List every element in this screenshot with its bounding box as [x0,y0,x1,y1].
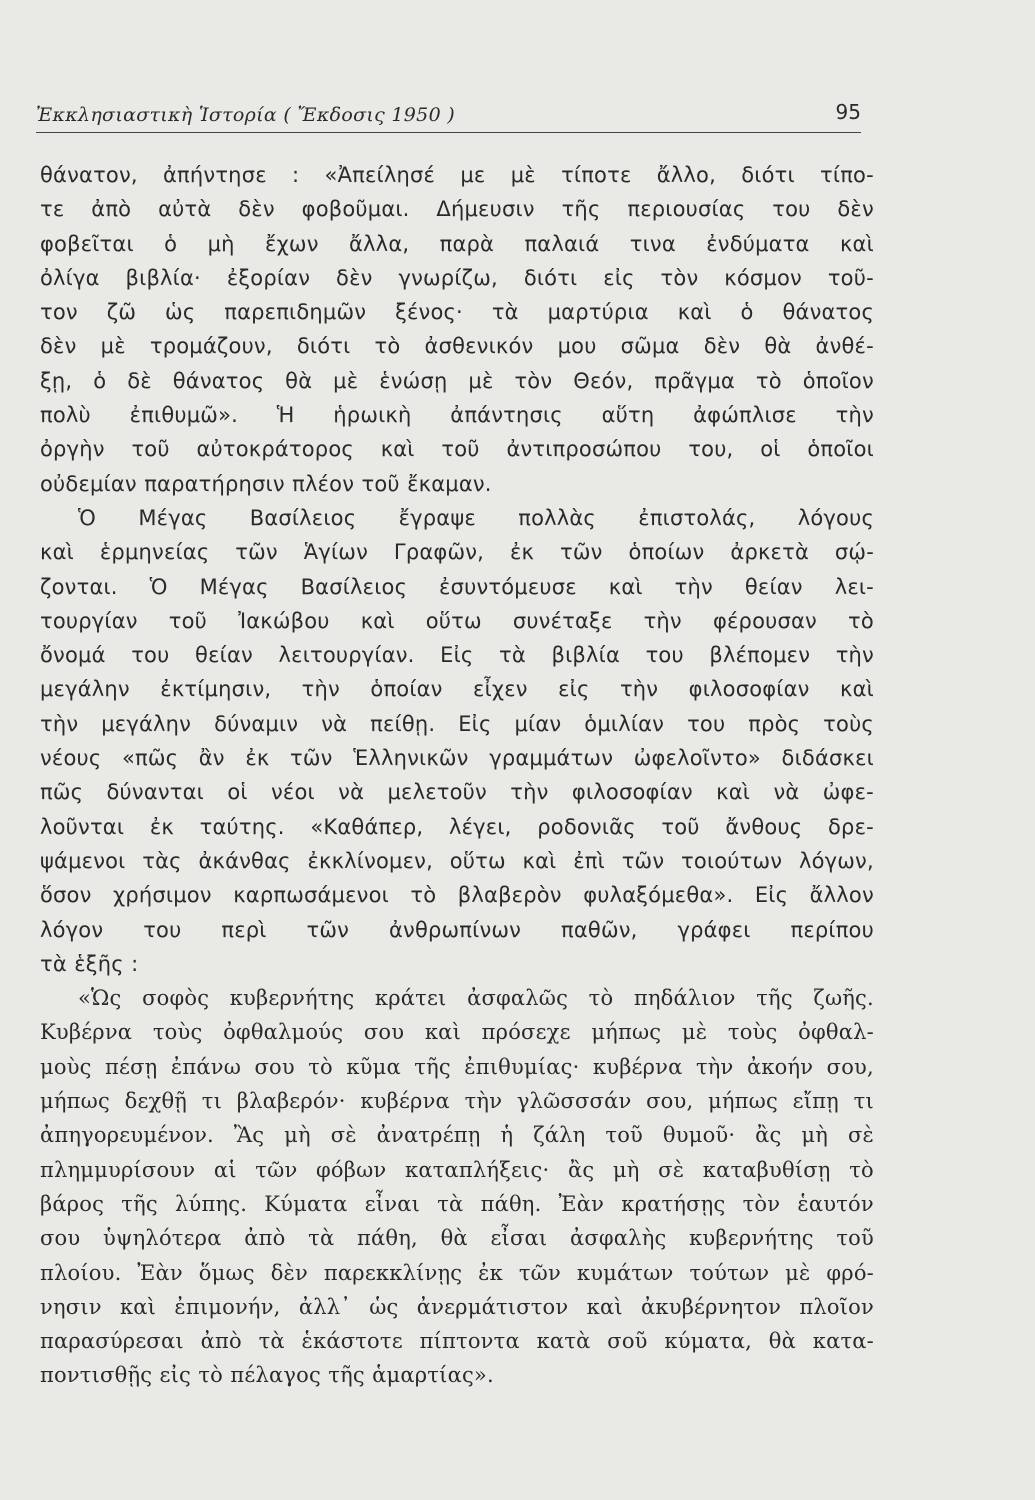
body-text [40,158,874,1393]
text-line: οὐδεμίαν παρατήρησιν πλέον τοῦ ἔκαμαν. [40,471,492,496]
running-title: Ἐκκλησιαστικὴ Ἱστορία ( Ἔκδοσις 1950 ) [36,104,456,126]
text-line: ὅσον χρήσιμον καρπωσάμενοι τὸ βλαβερὸν φυλαξόμεθα». Εἰς ἄλλον [40,883,874,908]
text-line: θάνατον, ἀπήντησε : «Ἀπείλησέ με μὲ τίποτε ἄλλο, διότι τίπο- [40,163,874,187]
text-line: μήπως δεχθῇ τι βλαβερόν· κυβέρνα τὴν γλῶσσσάν σου, μήπως εἴπῃ τι [40,1089,874,1114]
text-line: τον ζῶ ὡς παρεπιδημῶν ξένος· τὰ μαρτύρια καὶ ὁ θάνατος [40,300,874,325]
running-header [36,98,861,133]
text-line: πλοίου. Ἐὰν ὅμως δὲν παρεκκλίνῃς ἐκ τῶν κυμάτων τούτων μὲ φρό- [40,1260,874,1285]
text-line: ποντισθῇς εἰς τὸ πέλαγος τῆς ἁμαρτίας». [40,1363,494,1388]
text-line: τε ἀπὸ αὐτὰ δὲν φοβοῦμαι. Δήμευσιν τῆς περιουσίας του δὲν [40,197,874,222]
text-line: Κυβέρνα τοὺς ὀφθαλμούς σου καὶ πρόσεχε μήπως μὲ τοὺς ὀφθαλ- [40,1020,874,1045]
page-number: 95 [835,100,861,124]
text-line: ζονται. Ὁ Μέγας Βασίλειος ἐσυντόμευσε καὶ τὴν θείαν λει- [40,574,874,599]
text-line: πλημμυρίσουν αἱ τῶν φόβων καταπλήξεις· ἂς μὴ σὲ καταβυθίσῃ τὸ [40,1157,874,1182]
text-line: παρασύρεσαι ἀπὸ τὰ ἑκάστοτε πίπτοντα κατὰ σοῦ κύματα, θὰ κατα- [40,1329,874,1354]
text-line: ψάμενοι τὰς ἀκάνθας ἐκκλίνομεν, οὕτω καὶ ἐπὶ τῶν τοιούτων λόγων, [40,848,874,873]
quotation-block [40,981,874,1393]
text-line: τουργίαν τοῦ Ἰακώβου καὶ οὕτω συνέταξε τὴν φέρουσαν τὸ [40,608,874,633]
text-line: ὀλίγα βιβλία· ἐξορίαν δὲν γνωρίζω, διότι εἰς τὸν κόσμον τοῦ- [40,265,874,290]
text-line: τὴν μεγάλην δύναμιν νὰ πείθῃ. Εἰς μίαν ὁμιλίαν του πρὸς τοὺς [40,711,874,736]
text-line: τὰ ἑξῆς : [40,951,139,976]
text-line: ὄνομά του θείαν λειτουργίαν. Εἰς τὰ βιβλία του βλέπομεν τὴν [40,643,874,668]
text-line: νέους «πῶς ἂν ἐκ τῶν Ἑλληνικῶν γραμμάτων ὠφελοῖντο» διδάσκει [40,746,874,771]
text-line: «Ὡς σοφὸς κυβερνήτης κράτει ἀσφαλῶς τὸ πηδάλιον τῆς ζωῆς. [78,986,874,1011]
text-line: βάρος τῆς λύπης. Κύματα εἶναι τὰ πάθη. Ἐὰν κρατήσῃς τὸν ἑαυτόν [40,1191,874,1216]
text-line: ξῃ, ὁ δὲ θάνατος θὰ μὲ ἑνώσῃ μὲ τὸν Θεόν, πρᾶγμα τὸ ὁποῖον [40,368,874,393]
text-line: φοβεῖται ὁ μὴ ἔχων ἄλλα, παρὰ παλαιά τινα ἐνδύματα καὶ [40,231,874,256]
text-line: λοῦνται ἐκ ταύτης. «Καθάπερ, λέγει, ροδονιᾶς τοῦ ἄνθους δρε- [40,814,874,839]
text-line: ὀργὴν τοῦ αὐτοκράτορος καὶ τοῦ ἀντιπροσώπου του, οἱ ὁποῖοι [40,437,874,462]
text-line: πῶς δύνανται οἱ νέοι νὰ μελετοῦν τὴν φιλοσοφίαν καὶ νὰ ὠφε- [40,780,874,805]
text-line: σου ὑψηλότερα ἀπὸ τὰ πάθη, θὰ εἶσαι ἀσφαλὴς κυβερνήτης τοῦ [40,1226,874,1251]
text-line: δὲν μὲ τρομάζουν, διότι τὸ ἀσθενικόν μου σῶμα δὲν θὰ ἀνθέ- [40,334,874,359]
text-line: Ὁ Μέγας Βασίλειος ἔγραψε πολλὰς ἐπιστολάς, λόγους [78,505,874,530]
text-line: ἀπηγορευμένον. Ἂς μὴ σὲ ἀνατρέπῃ ἡ ζάλη τοῦ θυμοῦ· ἂς μὴ σὲ [40,1123,874,1148]
text-line: καὶ ἑρμηνείας τῶν Ἁγίων Γραφῶν, ἐκ τῶν ὁποίων ἀρκετὰ σῴ- [40,540,874,565]
text-line: μοὺς πέσῃ ἐπάνω σου τὸ κῦμα τῆς ἐπιθυμίας· κυβέρνα τὴν ἀκοήν σου, [40,1054,874,1079]
text-line: νησιν καὶ ἐπιμονήν, ἀλλ᾿ ὡς ἀνερμάτιστον καὶ ἀκυβέρνητον πλοῖον [40,1294,874,1319]
prose-block [40,158,874,981]
text-line: πολὺ ἐπιθυμῶ». Ἡ ἡρωικὴ ἀπάντησις αὕτη ἀφώπλισε τὴν [40,403,874,428]
text-line: μεγάλην ἐκτίμησιν, τὴν ὁποίαν εἶχεν εἰς τὴν φιλοσοφίαν καὶ [40,677,874,702]
text-line: λόγον του περὶ τῶν ἀνθρωπίνων παθῶν, γράφει περίπου [40,917,874,942]
